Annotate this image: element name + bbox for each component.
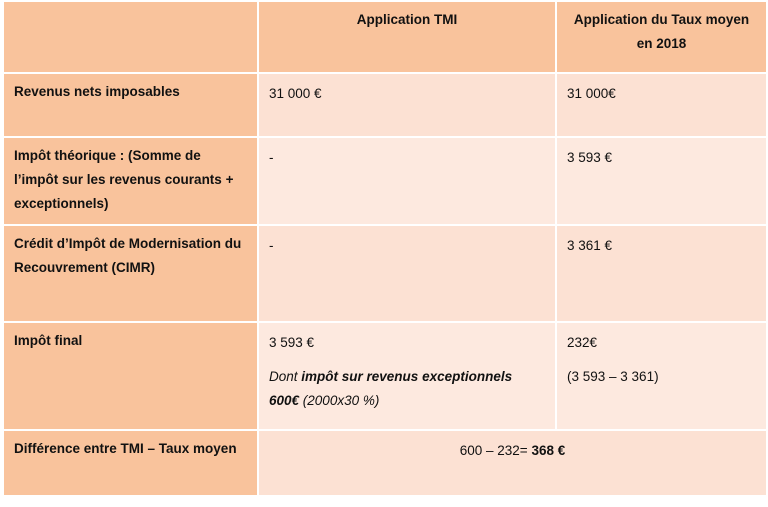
difference-value [258,430,767,496]
impot-final-taux-moyen-cell [556,322,767,430]
impot-theorique-tmi: - [258,137,556,225]
table-row [3,137,767,225]
row-label-cimr: Crédit d’Impôt de Modernisation du Recouvrement (CIMR) [3,225,258,322]
impot-final-tmi-note [269,365,545,413]
note-bold: impôt sur revenus exceptionnels 600€ [269,369,513,408]
note-suffix: (2000x30 %) [299,393,380,408]
difference-prefix: 600 – 232= [459,443,532,458]
table-row [3,73,767,137]
row-label-revenus: Revenus nets imposables [3,73,258,137]
impot-final-taux-moyen: 232€ [567,335,598,350]
revenus-taux-moyen: 31 000€ [556,73,767,137]
row-label-impot-final: Impôt final [3,322,258,430]
impot-theorique-taux-moyen: 3 593 € [556,137,767,225]
note-prefix: Dont [269,369,302,384]
revenus-tmi: 31 000 € [258,73,556,137]
impot-final-tmi-cell [258,322,556,430]
cimr-tmi: - [258,225,556,322]
difference-result: 368 € [531,443,566,458]
tax-comparison-table [2,0,768,497]
table-row [3,225,767,322]
table-row [3,430,767,496]
table-row [3,322,767,430]
header-taux-moyen: Application du Taux moyen en 2018 [556,1,767,73]
header-empty [3,1,258,73]
cimr-taux-moyen: 3 361 € [556,225,767,322]
header-row [3,1,767,73]
row-label-impot-theorique: Impôt théorique : (Somme de l’impôt sur les revenus courants + exceptionnels) [3,137,258,225]
impot-final-tmi: 3 593 € [269,335,315,350]
impot-final-calc: (3 593 – 3 361) [567,369,659,384]
header-tmi: Application TMI [258,1,556,73]
row-label-difference: Différence entre TMI – Taux moyen [3,430,258,496]
